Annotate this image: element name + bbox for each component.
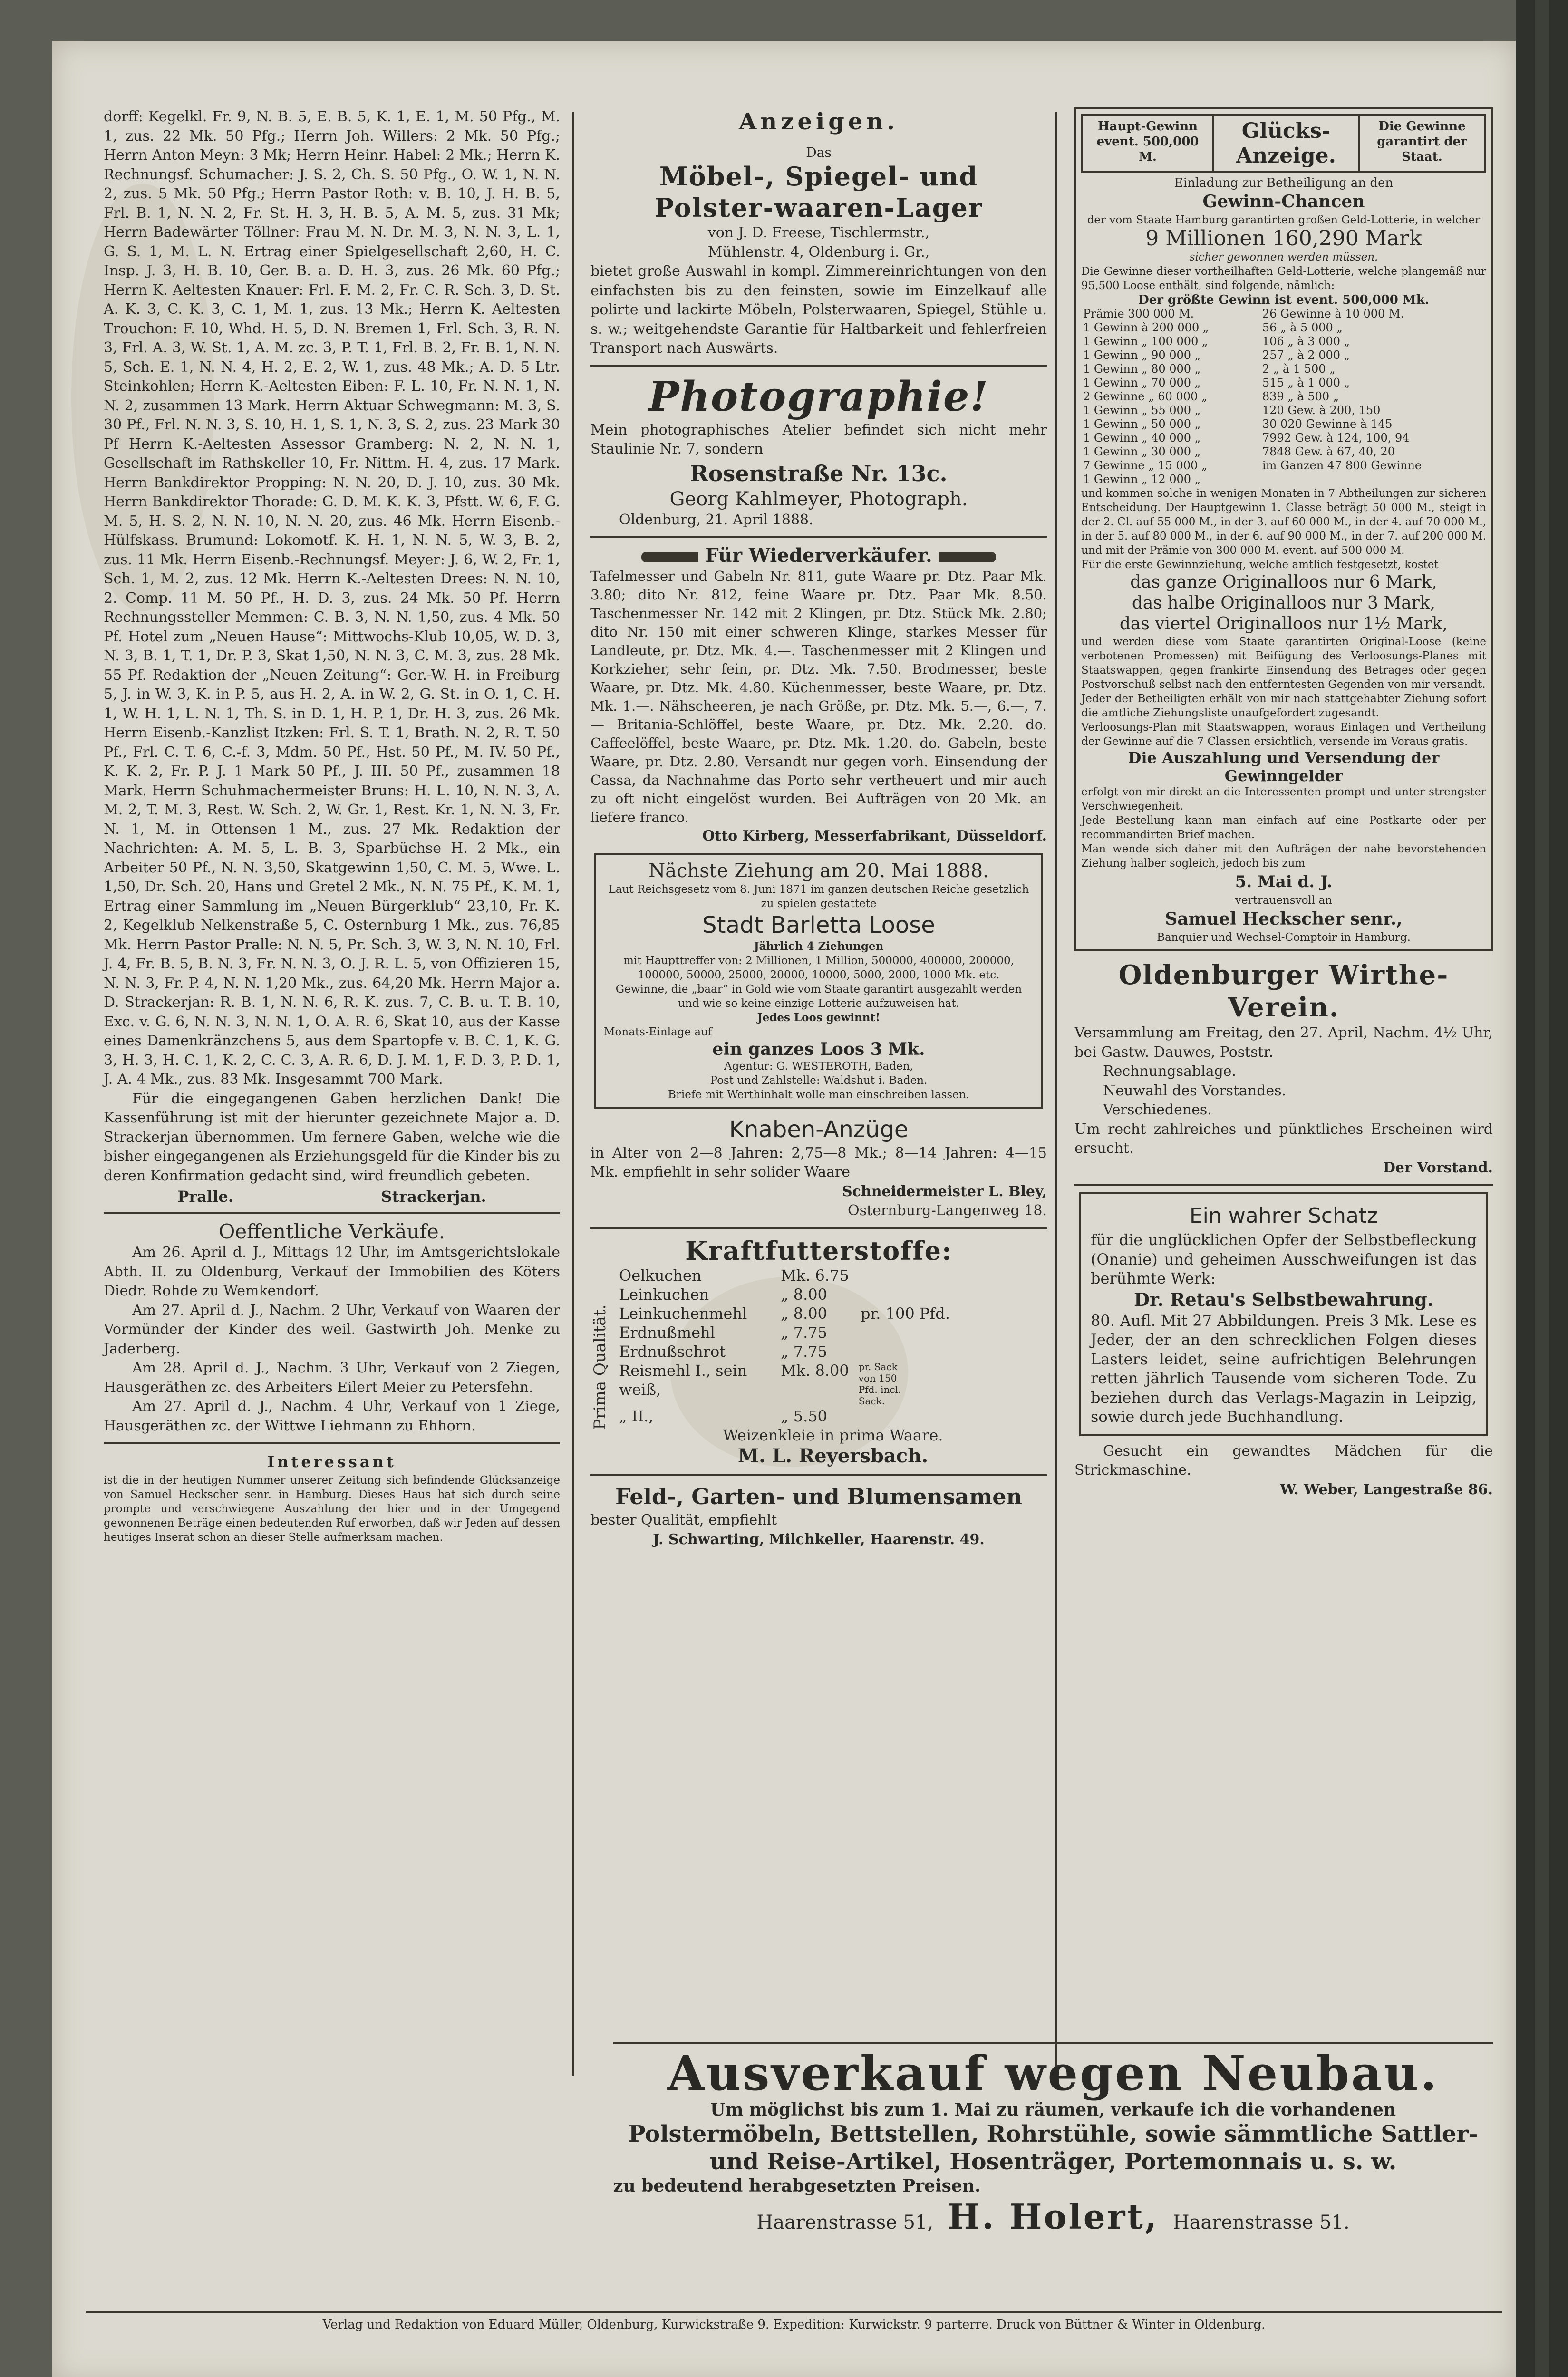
kraft-price: „ 7.75 (781, 1323, 827, 1342)
feld-title: Feld-, Garten- und Blumensamen (615, 1484, 1022, 1509)
wirthe-text2: Um recht zahlreiches und pünktliches Erscheinen wird ersucht. (1074, 1121, 1493, 1157)
schatz-text: für die unglücklichen Opfer der Selbstbefleckung (Onanie) und geheimen Ausschweifungen ist das berühmte Werk: (1091, 1231, 1477, 1287)
divider (590, 1227, 1047, 1229)
photo-address: Rosenstraße Nr. 13c. (690, 460, 948, 486)
column-rule (1055, 112, 1057, 2076)
ausverkauf-name: H. Holert, (948, 2196, 1159, 2237)
chancen: Gewinn-Chancen (1202, 192, 1365, 212)
kraft-price: „ 5.50 (781, 1407, 827, 1425)
plan-cell: 1 Gewinn „ 50 000 „ (1083, 417, 1201, 431)
kraft-row (619, 1304, 1047, 1323)
kraft-row (619, 1285, 1047, 1304)
wieder-sign: Otto Kirberg, Messerfabrikant, Düsseldorf. (702, 828, 1047, 844)
schatz-title: Ein wahrer Schatz (1189, 1204, 1378, 1228)
heckscher: Samuel Heckscher senr., (1165, 909, 1403, 929)
datum: 5. Mai d. J. (1235, 872, 1333, 891)
wirthe-item: Verschiedenes. (1103, 1102, 1212, 1118)
plan-cell: 7848 Gew. à 67, 40, 20 (1262, 445, 1395, 458)
das-label: Das (806, 145, 832, 160)
knaben-sign: Schneidermeister L. Bley, (842, 1183, 1047, 1200)
gluecks-text8: Jede Bestellung kann man einfach auf eine Postkarte oder per recommandirten Brief machen. (1081, 814, 1486, 841)
los-halb: das halbe Originalloos nur 3 Mark, (1132, 593, 1436, 613)
wirthe-sign: Der Vorstand. (1383, 1159, 1493, 1176)
barletta-post: Post und Zahlstelle: Waldshut i. Baden. (710, 1074, 928, 1087)
donations-list: dorff: Kegelkl. Fr. 9, N. B. 5, E. B. 5, K. 1, E. 1, M. 50 Pfg., M. 1, zus. 22 Mk. 50 Pfg.; Herrn Joh. Willers: 2 Mk. 50 Pfg.; Herrn Anton Meyn: 3 Mk; Herrn Heinr. Habel: 2 Mk.; Herrn K. Rechnungsf. Schumacher: J. S. 2, Ch. S. 50 Pfg., O. W. 1, N. N. 2, zus. 5 Mk. 50 Pfg.; Herrn Pastor Roth: v. B. 10, J. H. B. 5, Frl. B. 1, N. N. 2, Fr. St. H. 3, H. B. 5, A. M. 5, zus. 31 Mk; Herrn Badewärter Töllner: Frau M. N. Dr. M. 3, N. N. 3, L. 1, G. S. 1, M. L. N. Ertrag einer Spielgesellschaft 2,60, H. C. Insp. J. 3, H. B. 10, Ger. B. a. D. H. 3, zus. 26 Mk. 60 Pfg.; Herrn K. Aeltesten Knauer: Frl. F. M. 2, Fr. C. R. Sch. 3, D. St. A. K. 3, C. K. 3, C. 1, M. 1, zus. 13 Mk.; Herrn K. Aeltesten Trouchon: F. 10, Whd. H. 5, D. N. Bremen 1, Frl. Sch. 3, R. N. 3, Frl. A. 3, W. St. 1, A. M. zc. 3, P. T. 1, Frl. B. 2, Fr. B. 1, N. N. 5, Sch. E. 1, N. N. 4, H. 2, E. 2, W. 1, zus. 48 Mk.; A. D. 5 Ltr. Steinkohlen; Herrn K.-Aeltesten Eiben: F. L. 10, Fr. N. N. 1, N. N. 2, zusammen 13 Mark. Herrn Aktuar Schwegmann: M. 3, S. 30 Pf., Frl. N. N. 3, S. 10, H. 1, S. 1, N. 3, S. 2, zus. 23 Mark 30 Pf Herrn K.-Aeltesten Assessor Gramberg: N. 2, N. N. 1, Gesellschaft im Rathskeller 10, Fr. Nittm. H. 4, zus. 17 Mark. Herrn Bankdirektor Propping: N. N. 20, D. J. 10, zus. 30 Mk. Herrn Bankdirektor Thorade: G. D. M. K. K. 3, Pfstt. W. 6, F. G. M. 5, H. S. 2, N. N. 10, N. N. 20, zus. 46 Mk. Herrn Eisenb.-Hülfskass. Brumund: Lokomotf. K. H. 1, N. N. 5, W. 3, B. 2, zus. 11 Mk. Herrn Eisenb.-Rechnungsf. Meyer: J. 6, W. 2, Fr. 1, Sch. 1, M. 2, zus. 12 Mk. Herrn K.-Aeltesten Drees: N. N. 10, 2. Comp. 11 M. 50 Pf., H. D. 3, zus. 24 Mk. 50 Pf. Herrn Rechnungssteller Memmen: C. B. 3, N. N. 1,50, zus. 4 Mk. 50 Pf. Hotel zum „Neuen Hause“: Mittwochs-Klub 10,05, W. D. 3, N. 3, B. 1, T. 1, Dr. P. 3, Skat 1,50, N. N. 3, C. M. 3, zus. 28 Mk. 55 Pf. Redaktion der „Neuen Zeitung“: Ger.-W. H. in Freiburg 5, J. in W. 3, K. in P. 5, aus H. 2, A. in W. 2, G. St. in O. 1, C. H. 1, W. H. 1, L. N. 1, Th. S. in D. 1, H. P. 1, Dr. H. 3, zus. 26 Mk. Herrn Eisenb.-Kanzlist Itzken: Frl. S. T. 1, Brath. N. 2, R. T. 50 Pf., Frl. C. T. 6, C.-f. 3, Mdm. 50 Pf., Hst. 50 Pf., M. IV. 50 Pf., K. K. 2, Fr. P. J. 1 Mark 50 Pf., J. III. 50 Pf., zusammen 18 Mark. Herrn Schuhmachermeister Bruns: H. L. 10, N. N. 3, A. M. 2, T. M. 3, Rest. W. Sch. 2, W. Gr. 1, Rest. Kr. 1, N. N. 3, Fr. N. 1, M. in Ottensen 1 M., zus. 27 Mk. Redaktion der Nachrichten: A. M. 5, L. B. 3, Sparbüchse H. 2 Mk., ein Arbeiter 50 Pf., N. N. 3,50, Skatgewinn 1,50, C. M. 5, Wwe. L. 1,50, Dr. Sch. 20, Hans und Gretel 2 Mk., N. N. 75 Pf., K. M. 1, Ertrag einer Sammlung im „Neuen Bürgerklub“ 23,10, Fr. K. 2, Kegelklub Nelkenstraße 5, C. Osternburg 1 Mk., zus. 76,85 Mk. Herrn Pastor Pralle: N. N. 5, Pr. Sch. 3, W. 3, N. N. 10, Frl. J. 4, Fr. B. 5, B. N. 3, Fr. N. N. 3, O. J. R. L. 5, von Offizieren 15, N. N. 3, Fr. P. 4, N. N. 1,20 Mk., zus. 64,20 Mk. Herrn Major a. D. Strackerjan: R. B. 1, N. N. 6, R. K. zus. 7, C. B. u. T. B. 10, Exc. v. G. 6, N. N. 3, N. N. 1, O. A. R. 6, Skat 10, aus der Kasse eines Damenkränzchens 5, aus dem Spartopfe v. B. C. 1, K. G. 3, H. 3, H. C. 1, K. 2, C. C. 3, A. R. 6, D. J. M. 1, F. D. 3, P. D. 1, J. A. 4 Mk., zus. 83 Mk. Insgesammt 700 Mark. (104, 108, 560, 1088)
sicher: sicher gewonnen werden müssen. (1189, 251, 1378, 263)
barletta-law: Laut Reichsgesetz vom 8. Juni 1871 im ganzen deutschen Reiche gesetzlich zu spielen gestattete (608, 883, 1029, 910)
photo-text: Mein photographisches Atelier befindet sich nicht mehr Staulinie Nr. 7, sondern (590, 421, 1047, 457)
page-edge-inner (1535, 0, 1549, 2377)
barletta-text2: Gewinne, die „baar“ in Gold wie vom Staate garantirt ausgezahlt werden und wie so keine einzige Lotterie aufzuweisen hat. (615, 983, 1022, 1010)
kraft-row (619, 1342, 1047, 1361)
plan-cell: 120 Gew. à 200, 150 (1262, 404, 1381, 417)
barletta-title: Stadt Barletta Loose (702, 911, 935, 938)
plan-row (1081, 459, 1486, 473)
plan-cell: 26 Gewinne à 10 000 M. (1262, 307, 1404, 320)
kraft-row (619, 1323, 1047, 1342)
plan-cell: 1 Gewinn „ 30 000 „ (1083, 445, 1201, 458)
signatures (104, 1188, 560, 1206)
kraft-item: Oelkuchen (619, 1266, 702, 1285)
barletta-jedes: Jedes Loos gewinnt! (757, 1011, 881, 1024)
plan-cell: 7992 Gew. à 124, 100, 94 (1262, 431, 1410, 444)
sale-item: Am 26. April d. J., Mittags 12 Uhr, im Amtsgerichtslokale Abth. II. zu Oldenburg, Verkauf der Immobilien des Köters Diedr. Rohde zu Wemkendorf. (104, 1244, 560, 1299)
moebel-title: Möbel-, Spiegel- und Polster-waaren-Lager (654, 161, 983, 223)
gluecks-text1: Die Gewinne dieser vortheilhaften Geld-Lotterie, welche plangemäß nur 95,500 Loose enthält, sind folgende, nämlich: (1081, 265, 1486, 292)
divider (590, 536, 1047, 538)
thanks-text: Für die eingegangenen Gaben herzlichen Dank! Die Kassenführung ist mit der hierunter gezeichnete Major a. D. Strackerjan übernommen. Um fernere Gaben, welche wie die bisher eingegangenen als Erziehungsgeld für die Kinder bis zu deren Konfirmation gedacht sind, wird freundlich gebeten. (104, 1090, 560, 1184)
barletta-agentur: Agentur: G. WESTEROTH, Baden, (724, 1060, 913, 1073)
plan-row (1081, 321, 1486, 335)
los-viertel: das viertel Originalloos nur 1½ Mark, (1119, 614, 1448, 634)
feld-sign: J. Schwarting, Milchkeller, Haarenstr. 49. (653, 1531, 985, 1548)
knaben-title: Knaben-Anzüge (729, 1116, 909, 1143)
barletta-ganz: ein ganzes Loos 3 Mk. (712, 1039, 925, 1059)
ausverkauf-addr2: Haarenstrasse 51. (1172, 2212, 1350, 2233)
kraft-rows (614, 1266, 1047, 1468)
barletta-text: mit Haupttreffer von: 2 Millionen, 1 Million, 500000, 400000, 200000, 100000, 50000, 25000, 20000, 10000, 5000, 2000, 1000 Mk. etc. (623, 954, 1014, 981)
kraft-weizen: Weizenkleie in prima Waare. (723, 1426, 943, 1444)
ausverkauf-line2: Polstermöbeln, Bettstellen, Rohrstühle, sowie sämmtliche Sattler- und Reise-Artikel, Hosenträger, Portemonnais u. s. w. (628, 2121, 1478, 2175)
plan-cell (1260, 473, 1486, 486)
kraft-item: „ II., (619, 1407, 654, 1425)
ausverkauf-line1: Um möglichst bis zum 1. Mai zu räumen, verkaufe ich die vorhandenen (710, 2100, 1396, 2120)
plan-cell: im Ganzen 47 800 Gewinne (1262, 459, 1422, 472)
pointing-hand-icon (641, 552, 698, 562)
plan-cell: 1 Gewinn „ 70 000 „ (1083, 376, 1201, 389)
kraft-item: Erdnußschrot (619, 1342, 726, 1361)
plan-row (1081, 404, 1486, 417)
ausverkauf-ad (613, 2042, 1493, 2237)
column-2 (590, 107, 1047, 1549)
plan-cell: 7 Gewinne „ 15 000 „ (1083, 459, 1208, 472)
gluecks-text6: Verloosungs-Plan mit Staatswappen, woraus Einlagen und Vertheilung der Gewinne auf die 7 Classen ersichtlich, versende im Voraus gratis. (1081, 721, 1486, 748)
anzeigen-heading: Anzeigen. (739, 108, 899, 135)
plan-row (1081, 431, 1486, 445)
gluecks-header (1081, 114, 1486, 173)
plan-row (1081, 335, 1486, 348)
plan-row (1081, 473, 1486, 486)
plan-cell: 1 Gewinn „ 100 000 „ (1083, 335, 1208, 348)
kraft-price: „ 8.00 (781, 1304, 827, 1323)
barletta-head: Nächste Ziehung am 20. Mai 1888. (648, 860, 989, 882)
kraft-item: Leinkuchenmehl (619, 1304, 747, 1323)
divider (104, 1442, 560, 1444)
los-ganz: das ganze Originalloos nur 6 Mark, (1130, 572, 1437, 592)
sale-item: Am 27. April d. J., Nachm. 4 Uhr, Verkauf von 1 Ziege, Hausgeräthen zc. der Wittwe Liehmann zu Ehhorn. (104, 1398, 560, 1434)
signature-strackerjan: Strackerjan. (381, 1188, 486, 1206)
divider (1074, 1184, 1493, 1186)
plan-cell: 1 Gewinn „ 80 000 „ (1083, 362, 1201, 376)
barletta-sub: Jährlich 4 Ziehungen (754, 939, 884, 953)
kraft-title: Kraftfutterstoffe: (685, 1235, 952, 1266)
gluecks-text9: Man wende sich daher mit den Aufträgen der nahe bevorstehenden Ziehung halber sogleich, jedoch bis zum (1081, 843, 1486, 870)
hdr-haupt: Haupt-Gewinn event. 500,000 M. (1083, 116, 1214, 171)
gluecks-text7: erfolgt von mir direkt an die Interessenten prompt und unter strengster Verschwiegenheit. (1081, 786, 1486, 812)
plan-cell: 257 „ à 2 000 „ (1262, 348, 1350, 362)
kraft-price: Mk. 8.00 (781, 1361, 849, 1380)
wirthe-title: Oldenburger Wirthe-Verein. (1118, 959, 1449, 1023)
sale-item: Am 28. April d. J., Nachm. 3 Uhr, Verkauf von 2 Ziegen, Hausgeräthen zc. des Arbeiters Eilert Meier zu Petersfehn. (104, 1360, 560, 1396)
plan-cell: 515 „ à 1 000 „ (1262, 376, 1350, 389)
ausverkauf-line3: zu bedeutend herabgesetzten Preisen. (613, 2176, 981, 2196)
plan-cell: Prämie 300 000 M. (1083, 307, 1194, 320)
gluecks-ad (1074, 107, 1493, 951)
knaben-text: in Alter von 2—8 Jahren: 2,75—8 Mk.; 8—14 Jahren: 4—15 Mk. empfiehlt in sehr solider Waare (590, 1144, 1047, 1180)
plan-row (1081, 307, 1486, 321)
gluecks-text2: und kommen solche in wenigen Monaten in 7 Abtheilungen zur sicheren Entscheidung. Der Hauptgewinn 1. Classe beträgt 50 000 M., steigt in der 2. Cl. auf 55 000 M., in der 3. auf 60 000 M., in der 4. auf 70 000 M., in der 5. auf 80 000 M., in der 6. auf 90 000 M., in der 7. auf 200 000 M. und mit der Prämie von 300 000 M. event. auf 500 000 M. (1081, 487, 1486, 557)
plan-row (1081, 348, 1486, 362)
schatz-ad (1079, 1192, 1488, 1436)
gluecks-text5: Jeder der Betheiligten erhält von mir nach stattgehabter Ziehung sofort die amtliche Ziehungsliste unaufgefordert zugesandt. (1081, 693, 1486, 719)
vertrauen: vertrauensvoll an (1235, 894, 1332, 907)
photo-name: Georg Kahlmeyer, Photograph. (669, 488, 968, 510)
barletta-monats: Monats-Einlage auf (604, 1025, 712, 1038)
ausverkauf-address-row (613, 2196, 1493, 2237)
plan-row (1081, 417, 1486, 431)
plan-cell: 106 „ à 3 000 „ (1262, 335, 1350, 348)
plan-cell: 839 „ à 500 „ (1262, 390, 1339, 403)
millionen: 9 Millionen 160,290 Mark (1145, 226, 1422, 251)
plan-table (1081, 307, 1486, 486)
gluecks-text3: Für die erste Gewinnziehung, welche amtlich festgesetzt, kostet (1081, 559, 1439, 571)
plan-row (1081, 362, 1486, 376)
maedchen-text: Gesucht ein gewandtes Mädchen für die Strickmaschine. (1074, 1442, 1493, 1478)
wirthe-item: Neuwahl des Vorstandes. (1103, 1082, 1287, 1099)
signature-pralle: Pralle. (177, 1188, 233, 1206)
column-3 (1074, 107, 1493, 1499)
bank: Banquier und Wechsel-Comptoir in Hamburg. (1157, 931, 1411, 944)
plan-cell: 1 Gewinn „ 55 000 „ (1083, 404, 1201, 417)
newspaper-page (52, 41, 1516, 2377)
plan-row (1081, 376, 1486, 390)
kraft-item: Erdnußmehl (619, 1323, 715, 1342)
column-rule (572, 112, 574, 2076)
kraft-sack: pr. Sack von 150 Pfd. incl. Sack. (858, 1361, 901, 1407)
interessant-text: ist die in der heutigen Nummer unserer Zeitung sich befindende Glücksanzeige von Samuel Heckscher senr. in Hamburg. Dieses Haus hat sich durch seine prompte und verschwiegene Auszahlung der hier und in der Umgegend gewonnenen Beträge einen bedeutenden Ruf erworben, daß wir Jeden auf dessen heutiges Inserat schon an dieser Stelle aufmerksam machen. (104, 1474, 560, 1544)
plan-cell: 2 „ à 1 500 „ (1262, 362, 1336, 376)
feld-text: bester Qualität, empfiehlt (590, 1512, 777, 1528)
kraft-row (619, 1361, 1047, 1407)
wirthe-text: Versammlung am Freitag, den 27. April, Nachm. 4½ Uhr, bei Gastw. Dauwes, Poststr. (1074, 1024, 1493, 1061)
column-1 (104, 107, 560, 1545)
kraft-sign: M. L. Reyersbach. (737, 1445, 929, 1467)
plan-cell: 1 Gewinn à 200 000 „ (1083, 321, 1209, 334)
kraft-per: pr. 100 Pfd. (861, 1304, 950, 1323)
wieder-title-text: Für Wiederverkäufer. (705, 544, 932, 567)
knaben-address: Osternburg-Langenweg 18. (848, 1202, 1047, 1219)
schatz-text2: 80. Aufl. Mit 27 Abbildungen. Preis 3 Mk. Lese es Jeder, der an den schrecklichen Folgen dieses Lasters leidet, seine aufrichtigen Belehrungen retten jährlich Tausende vom sicheren Tode. Zu beziehen durch das Verlags-Magazin in Leipzig, sowie durch jede Buchhandlung. (1091, 1311, 1477, 1426)
divider (590, 365, 1047, 367)
ausverkauf-title: Ausverkauf wegen Neubau. (667, 2045, 1439, 2101)
moebel-from: von J. D. Freese, Tischlermstr., (707, 224, 930, 241)
plan-cell: 1 Gewinn „ 12 000 „ (1083, 473, 1201, 486)
divider (104, 1212, 560, 1214)
kraft-table (590, 1266, 1047, 1468)
hdr-staat: Die Gewinne garantirt der Staat. (1377, 119, 1467, 164)
barletta-ad (594, 853, 1043, 1109)
groesste: Der größte Gewinn ist event. 500,000 Mk. (1138, 293, 1429, 307)
kraft-row (619, 1266, 1047, 1285)
einladung: Einladung zur Betheiligung an den (1174, 176, 1394, 190)
kraft-item: Leinkuchen (619, 1285, 709, 1304)
kraft-price: „ 8.00 (781, 1285, 827, 1304)
staat-text: der vom Staate Hamburg garantirten großen Geld-Lotterie, in welcher (1087, 214, 1481, 226)
plan-cell: 1 Gewinn „ 90 000 „ (1083, 348, 1201, 362)
plan-row (1081, 390, 1486, 404)
sale-item: Am 27. April d. J., Nachm. 2 Uhr, Verkauf von Waaren der Vormünder der Kinder des weil. Gastwirth Joh. Menke zu Jaderberg. (104, 1302, 560, 1357)
sales-title: Oeffentliche Verkäufe. (218, 1220, 445, 1243)
barletta-briefe: Briefe mit Werthinhalt wolle man einschreiben lassen. (668, 1088, 969, 1101)
plan-row (1081, 445, 1486, 459)
photo-title: Photographie! (648, 372, 989, 421)
auszahlung: Die Auszahlung und Versendung der Gewinngelder (1128, 749, 1440, 785)
interessant-title: Interessant (267, 1453, 397, 1471)
kraft-price: „ 7.75 (781, 1342, 827, 1361)
maedchen-sign: W. Weber, Langestraße 86. (1280, 1481, 1493, 1498)
kraft-side-label: Prima Qualität. (590, 1304, 610, 1430)
plan-cell: 2 Gewinne „ 60 000 „ (1083, 390, 1208, 403)
divider (590, 1474, 1047, 1476)
moebel-text: bietet große Auswahl in kompl. Zimmereinrichtungen von den einfachsten bis zu den feinsten, sowie im Einzelkauf alle polirte und lackirte Möbeln, Polsterwaaren, Spiegel, Stühle u. s. w.; weitgehendste Garantie für Haltbarkeit und fehlerfreien Transport nach Auswärts. (590, 263, 1047, 357)
gluecks-text4: und werden diese vom Staate garantirten Original-Loose (keine verbotenen Promessen) mit Beifügung des Verloosungs-Planes mit Staatswappen, gegen frankirte Einsendung des Betrages oder gegen Postvorschuß selbst nach den entferntesten Gegenden von mir versandt. (1081, 636, 1486, 691)
schatz-book: Dr. Retau's Selbstbewahrung. (1133, 1288, 1434, 1310)
hdr-gluecks: Glücks-Anzeige. (1214, 116, 1360, 171)
plan-cell: 56 „ à 5 000 „ (1262, 321, 1343, 334)
kraft-item: Reismehl I., sein weiß, (619, 1361, 747, 1399)
wieder-text: Tafelmesser und Gabeln Nr. 811, gute Waare pr. Dtz. Paar Mk. 3.80; dito Nr. 812, feine Waare pr. Dtz. Paar Mk. 8.50. Taschenmesser Nr. 142 mit 2 Klingen, pr. Dtz. Stück Mk. 2.80; dito Nr. 150 mit einer schweren Klinge, starkes Messer für Landleute, pr. Dtz. Mk. 4.—. Taschenmesser mit 2 Klingen und Korkzieher, sehr fein, pr. Dtz. Mk. 7.50. Brodmesser, beste Waare, pr. Dtz. Mk. 4.80. Küchenmesser, beste Waare, pr. Dtz. Mk. 1.—. Nähscheeren, je nach Größe, pr. Dtz. Mk. 5.—, 6.—, 7.— Britania-Schlöffel, beste Waare, pr. Dtz. Mk. 2.20. do. Caffeelöffel, beste Waare, pr. Dtz. Mk. 1.20. do. Gabeln, beste Waare, pr. Dtz. 2.80. Versandt nur gegen vorh. Einsendung der Cassa, da Nachnahme das Porto sehr vertheuert und mir auch zu oft nicht eingelöst wurden. Bei Aufträgen von 20 Mk. an liefere franco. (590, 568, 1047, 825)
wieder-title (590, 544, 1047, 567)
moebel-address: Mühlenstr. 4, Oldenburg i. Gr., (707, 243, 930, 261)
ausverkauf-addr: Haarenstrasse 51, (756, 2212, 934, 2233)
kraft-price: Mk. 6.75 (781, 1266, 849, 1285)
pointing-hand-icon (939, 552, 996, 562)
imprint-footer: Verlag und Redaktion von Eduard Müller, Oldenburg, Kurwickstraße 9. Expedition: Kurwickstr. 9 parterre. Druck von Büttner & Winter in Oldenburg. (86, 2311, 1502, 2333)
kraft-row (619, 1407, 1047, 1426)
plan-cell: 1 Gewinn „ 40 000 „ (1083, 431, 1201, 444)
wirthe-item: Rechnungsablage. (1103, 1063, 1237, 1080)
plan-cell: 30 020 Gewinne à 145 (1262, 417, 1393, 431)
photo-date: Oldenburg, 21. April 1888. (619, 511, 813, 528)
